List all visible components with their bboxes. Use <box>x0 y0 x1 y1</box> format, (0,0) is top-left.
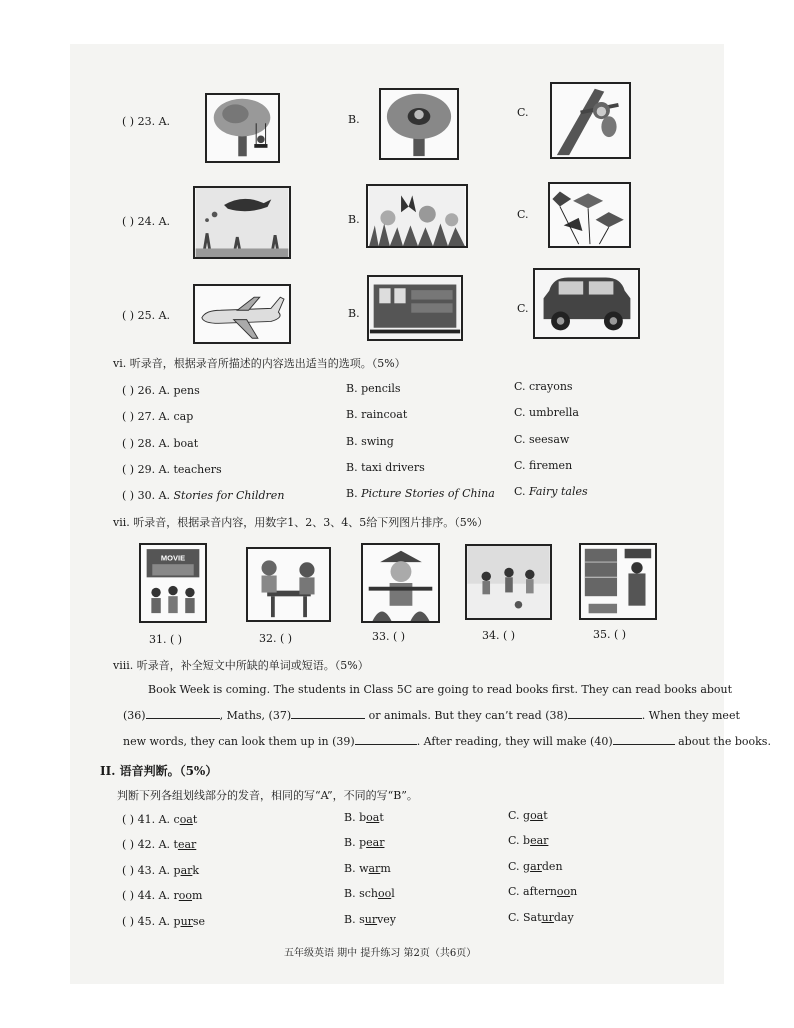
section-II-heading: II. 语音判断。（5%） <box>100 764 218 778</box>
q23-label: ( ) 23. A. <box>122 115 171 128</box>
q41-a: ( ) 41. A. coat <box>122 813 198 826</box>
tree-bird-nest-icon <box>379 88 459 160</box>
passage-line-3: new words, they can look them up in (39) . After reading, they will make (40) about the books. <box>123 735 771 748</box>
blank-38[interactable] <box>568 708 642 719</box>
train-icon <box>367 275 463 341</box>
q28-c: C. seesaw <box>514 433 570 446</box>
q24-c-label: C. <box>517 208 529 221</box>
q35-label: 35. ( ) <box>593 628 627 641</box>
q30-a: ( ) 30. A. Stories for Children <box>122 489 285 502</box>
q42-b: B. pear <box>344 836 385 849</box>
q28-a: ( ) 28. A. boat <box>122 437 199 450</box>
monkey-on-tree-icon <box>550 82 631 159</box>
q45-a: ( ) 45. A. purse <box>122 915 206 928</box>
bookshelf-room-icon <box>579 543 657 620</box>
q23-c-label: C. <box>517 106 529 119</box>
blank-36[interactable] <box>146 708 220 719</box>
cinema-people-icon <box>139 543 207 623</box>
blank-39[interactable] <box>355 734 417 745</box>
q43-a: ( ) 43. A. park <box>122 864 200 877</box>
q41-c: C. goat <box>508 809 548 822</box>
blank-37[interactable] <box>291 708 365 719</box>
page-footer: 五年级英语 期中 提升练习 第2页（共6页） <box>284 948 477 959</box>
q29-c: C. firemen <box>514 459 573 472</box>
q45-c: C. Saturday <box>508 911 574 924</box>
children-playing-beach-icon <box>465 544 552 620</box>
movie-sign-text: MOVIE <box>160 553 186 563</box>
q45-b: B. survey <box>344 913 397 926</box>
q44-c: C. afternoon <box>508 885 578 898</box>
q25-c-label: C. <box>517 302 529 315</box>
q27-b: B. raincoat <box>346 408 408 421</box>
tree-swing-icon <box>205 93 280 163</box>
section-II-instruction: 判断下列各组划线部分的发音，相同的写“A”，不同的写“B”。 <box>117 789 418 802</box>
people-at-table-icon <box>246 547 331 622</box>
q42-c: C. bear <box>508 834 549 847</box>
q27-c: C. umbrella <box>514 406 579 419</box>
q43-c: C. garden <box>508 860 563 873</box>
blank-40[interactable] <box>613 734 675 745</box>
section-viii-heading: viii. 听录音，补全短文中所缺的单词或短语。（5%） <box>113 659 369 672</box>
q32-label: 32. ( ) <box>259 632 293 645</box>
flowers-butterfly-icon <box>366 184 468 248</box>
q29-a: ( ) 29. A. teachers <box>122 463 222 476</box>
q42-a: ( ) 42. A. tear <box>122 838 197 851</box>
kites-icon <box>548 182 631 248</box>
q29-b: B. taxi drivers <box>346 461 425 474</box>
q27-a: ( ) 27. A. cap <box>122 410 194 423</box>
section-vii-heading: vii. 听录音，根据录音内容，用数字1、2、3、4、5给下列图片排序。（5%） <box>113 516 489 529</box>
q43-b: B. warm <box>344 862 391 875</box>
q23-b-label: B. <box>348 113 360 126</box>
q25-b-label: B. <box>348 307 360 320</box>
q30-c: C. Fairy tales <box>514 485 588 498</box>
passage-line-1: Book Week is coming. The students in Class 5C are going to read books first. They can read books about <box>148 683 733 696</box>
q25-label: ( ) 25. A. <box>122 309 171 322</box>
q26-b: B. pencils <box>346 382 401 395</box>
section-vi-heading: vi. 听录音，根据录音所描述的内容选出适当的选项。（5%） <box>113 357 406 370</box>
q30-b: B. Picture Stories of China <box>346 487 495 500</box>
q44-b: B. school <box>344 887 395 900</box>
q34-label: 34. ( ) <box>482 629 516 642</box>
passage-line-2: (36) , Maths, (37) or animals. But they can’t read (38) . When they meet <box>123 709 740 722</box>
q24-label: ( ) 24. A. <box>122 215 171 228</box>
q44-a: ( ) 44. A. room <box>122 889 203 902</box>
q31-label: 31. ( ) <box>149 633 183 646</box>
airplane-icon <box>193 284 291 344</box>
q24-b-label: B. <box>348 213 360 226</box>
q41-b: B. boat <box>344 811 384 824</box>
scarecrow-icon <box>361 543 440 623</box>
q28-b: B. swing <box>346 435 394 448</box>
car-icon <box>533 268 640 339</box>
q33-label: 33. ( ) <box>372 630 406 643</box>
q26-c: C. crayons <box>514 380 573 393</box>
q26-a: ( ) 26. A. pens <box>122 384 200 397</box>
sea-dolphin-icon <box>193 186 291 259</box>
